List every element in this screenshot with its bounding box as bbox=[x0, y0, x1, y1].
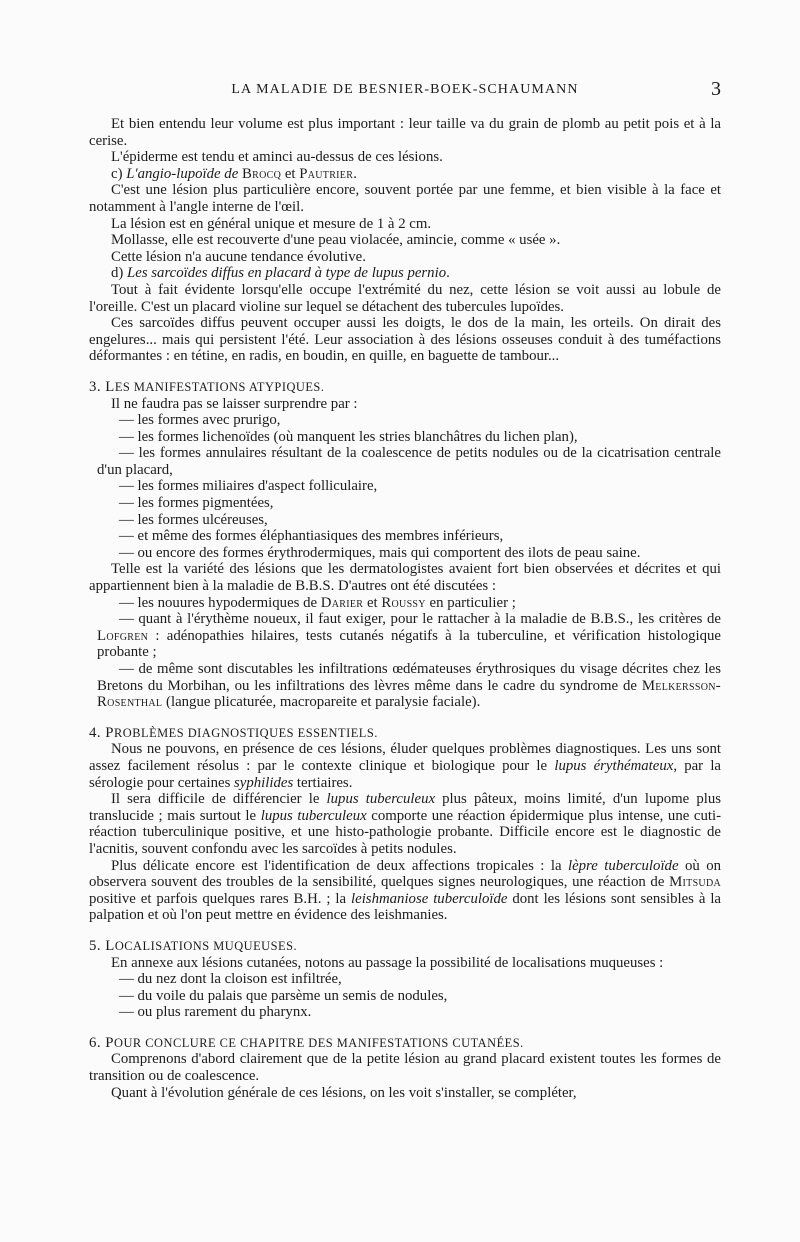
section-heading: 4. PROBLÈMES DIAGNOSTIQUES ESSENTIELS. bbox=[89, 724, 378, 741]
running-title: LA MALADIE DE BESNIER-BOEK-SCHAUMANN bbox=[231, 82, 579, 97]
paragraph: Nous ne pouvons, en présence de ces lésions, éluder quelques problèmes diagnostiques. Les uns sont assez facilement résolus : par le contexte clinique et biologique pour le lupus érythémateux, par la sérologie pour certaines syphilides tertiaires. bbox=[89, 741, 722, 791]
paragraph: — les formes ulcéreuses, bbox=[119, 511, 268, 528]
paragraph: La lésion est en général unique et mesure de 1 à 2 cm. bbox=[111, 215, 432, 232]
paragraph: — du nez dont la cloison est infiltrée, bbox=[119, 971, 342, 988]
section-heading: 6. POUR CONCLURE CE CHAPITRE DES MANIFESTATIONS CUTANÉES. bbox=[89, 1034, 524, 1051]
paragraph: c) L'angio-lupoïde de Brocq et Pautrier. bbox=[111, 165, 357, 182]
paragraph: — les formes annulaires résultant de la coalescence de petits nodules ou de la cicatrisation centrale d'un placard, bbox=[97, 445, 721, 478]
paragraph: — ou plus rarement du pharynx. bbox=[119, 1004, 312, 1021]
paragraph: Il ne faudra pas se laisser surprendre par : bbox=[111, 395, 358, 412]
paragraph: Et bien entendu leur volume est plus important : leur taille va du grain de plomb au petit pois et à la cerise. bbox=[89, 116, 721, 149]
paragraph: Ces sarcoïdes diffus peuvent occuper aussi les doigts, le dos de la main, les orteils. On dirait des engelures... mais qui persistent l'été. Leur association à des lésions osseuses conduit à des tuméfactions déformantes : en tétine, en radis, en boudin, en quille, en baguette de tambour... bbox=[89, 315, 721, 365]
paragraph: L'épiderme est tendu et aminci au-dessus de ces lésions. bbox=[111, 149, 443, 166]
paragraph: — quant à l'érythème noueux, il faut exiger, pour le rattacher à la maladie de B.B.S., les critères de Lofgren : adénopathies hilaires, tests cutanés négatifs à la tuberculine, et vérification histologique probante ; bbox=[97, 611, 721, 661]
section-heading: 5. LOCALISATIONS MUQUEUSES. bbox=[89, 937, 298, 954]
paragraph: Mollasse, elle est recouverte d'une peau violacée, amincie, comme « usée ». bbox=[111, 232, 561, 249]
paragraph: Telle est la variété des lésions que les dermatologistes avaient fort bien observées et décrites et qui appartiennent bien à la maladie de B.B.S. D'autres ont été discutées : bbox=[89, 561, 721, 595]
paragraph: Il sera difficile de différencier le lupus tuberculeux plus pâteux, moins limité, d'un lupome plus translucide ; mais surtout le lupus tuberculeux comporte une réaction épidermique plus intense, une cuti-réaction tuberculinique positive, et une histo-pathologie probante. Difficile encore est le diagnostic de l'acnitis, souvent confondu avec les sarcoïdes à petits nodules. bbox=[89, 791, 722, 857]
paragraph: d) Les sarcoïdes diffus en placard à type de lupus pernio. bbox=[111, 265, 450, 282]
page-number: 3 bbox=[711, 78, 721, 100]
paragraph: — du voile du palais que parsème un semis de nodules, bbox=[119, 987, 448, 1004]
paragraph: En annexe aux lésions cutanées, notons au passage la possibilité de localisations muqueuses : bbox=[111, 954, 664, 971]
paragraph: Cette lésion n'a aucune tendance évolutive. bbox=[111, 248, 366, 265]
section-heading: 3. LES MANIFESTATIONS ATYPIQUES. bbox=[89, 378, 325, 395]
paragraph: — ou encore des formes érythrodermiques, mais qui comportent des ilots de peau saine. bbox=[119, 544, 641, 561]
paragraph: Quant à l'évolution générale de ces lésions, on les voit s'installer, se compléter, bbox=[111, 1084, 577, 1101]
paragraph: — les formes avec prurigo, bbox=[119, 412, 281, 429]
paragraph: Tout à fait évidente lorsqu'elle occupe l'extrémité du nez, cette lésion se voit aussi au lobule de l'oreille. C'est un placard violine sur lequel se détachent des tubercules lupoïdes. bbox=[89, 281, 721, 315]
paragraph: — de même sont discutables les infiltrations œdémateuses érythrosiques du visage décrites chez les Bretons du Morbihan, ou les infiltrations des lèvres même dans le cadre du syndrome de Melkersson-Rosenthal (langue plicaturée, macropareite et paralysie faciale). bbox=[97, 661, 721, 711]
paragraph: — les formes miliaires d'aspect folliculaire, bbox=[119, 478, 378, 495]
paragraph: Plus délicate encore est l'identification de deux affections tropicales : la lèpre tuberculoïde où on observera souvent des troubles de la sensibilité, quelques signes neurologiques, une réaction de Mitsuda positive et parfois quelques rares B.H. ; la leishmaniose tuberculoïde dont les lésions sont sensibles à la palpation et où l'on peut mettre en évidence des leishmanies. bbox=[89, 857, 722, 924]
paragraph: — les formes lichenoïdes (où manquent les stries blanchâtres du lichen plan), bbox=[119, 428, 578, 445]
page-header bbox=[89, 80, 721, 104]
paragraph: — les nouures hypodermiques de Darier et Roussy en particulier ; bbox=[119, 594, 516, 611]
paragraph: — et même des formes éléphantiasiques des membres inférieurs, bbox=[119, 528, 504, 545]
paragraph: C'est une lésion plus particulière encore, souvent portée par une femme, et bien visible à la face et notamment à l'angle interne de l'œil. bbox=[89, 182, 721, 215]
paragraph: — les formes pigmentées, bbox=[119, 495, 274, 512]
paragraph: Comprenons d'abord clairement que de la petite lésion au grand placard existent toutes les formes de transition ou de coalescence. bbox=[89, 1051, 721, 1085]
body-text bbox=[89, 116, 721, 1101]
